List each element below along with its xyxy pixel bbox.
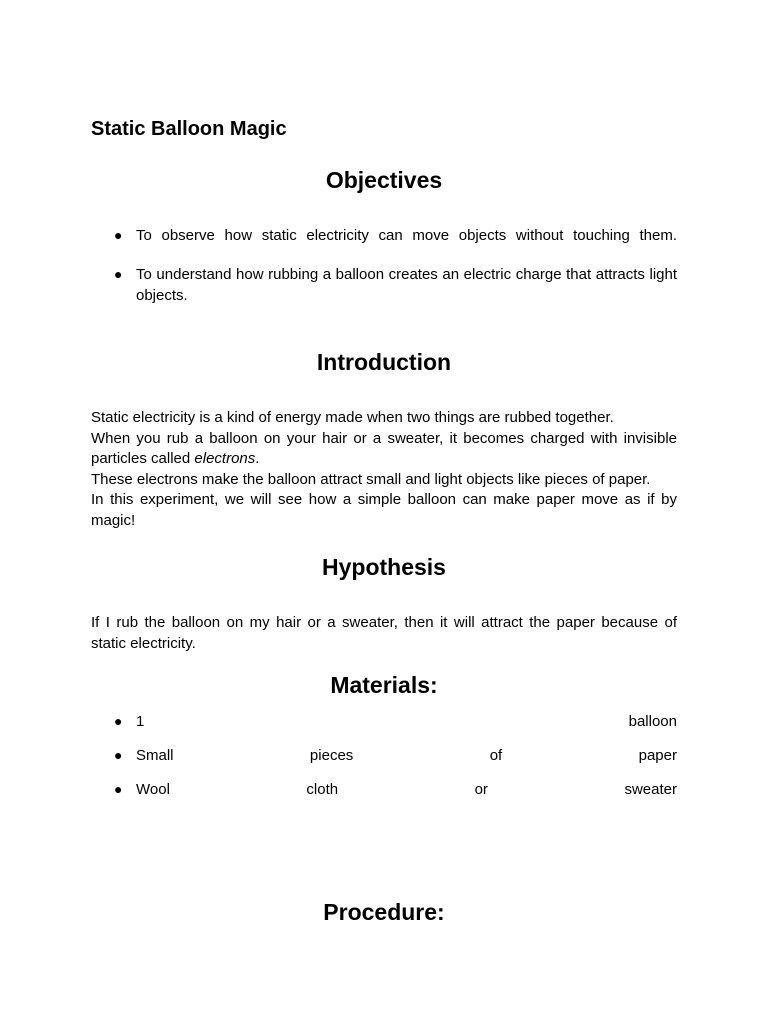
- bullet-icon: ●: [114, 747, 123, 763]
- objective-item: [91, 225, 677, 246]
- material-word: or: [474, 781, 488, 798]
- material-word: pieces: [309, 747, 354, 764]
- material-word: Small: [136, 747, 174, 764]
- intro-line: When you rub a balloon on your hair or a sweater, it becomes charged with invisible: [91, 429, 677, 447]
- objective-text: To understand how rubbing a balloon creates an electric charge that attracts light objects.: [136, 266, 677, 304]
- bullet-icon: ●: [114, 781, 123, 797]
- materials-list: [91, 711, 677, 813]
- material-word: balloon: [628, 713, 677, 730]
- material-item: [91, 711, 677, 745]
- introduction-heading: Introduction: [316, 349, 452, 375]
- bullet-icon: ●: [114, 266, 123, 282]
- hypothesis-line: static electricity.: [91, 634, 196, 652]
- hypothesis-body: [91, 613, 677, 654]
- intro-line: magic!: [91, 511, 136, 529]
- hypothesis-heading: Hypothesis: [322, 554, 446, 580]
- procedure-heading: Procedure:: [323, 899, 445, 925]
- material-word: Wool: [136, 781, 170, 798]
- intro-line: Static electricity is a kind of energy made when two things are rubbed together.: [91, 409, 614, 426]
- material-word: cloth: [306, 781, 339, 798]
- bullet-icon: ●: [114, 227, 123, 243]
- bullet-icon: ●: [114, 713, 123, 729]
- material-word: 1: [136, 713, 145, 730]
- objectives-heading: Objectives: [325, 167, 443, 193]
- materials-heading: Materials:: [330, 672, 438, 698]
- document-title: Static Balloon Magic: [91, 118, 287, 140]
- intro-line: particles called electrons.: [91, 450, 260, 468]
- electrons-term: electrons: [194, 450, 256, 468]
- objective-item: [91, 264, 677, 306]
- intro-line: These electrons make the balloon attract small and light objects like pieces of paper.: [91, 470, 651, 488]
- intro-line: In this experiment, we will see how a simple balloon can make paper move as if by: [91, 491, 677, 509]
- material-item: [91, 779, 677, 813]
- introduction-body: [91, 408, 677, 532]
- material-item: [91, 745, 677, 779]
- material-word: sweater: [624, 781, 677, 798]
- material-word: paper: [638, 747, 677, 764]
- objectives-list: [91, 225, 677, 306]
- objective-text: To observe how static electricity can move objects without touching them.: [136, 227, 677, 244]
- hypothesis-line: If I rub the balloon on my hair or a sweater, then it will attract the paper because of: [91, 614, 677, 631]
- material-word: of: [489, 747, 503, 764]
